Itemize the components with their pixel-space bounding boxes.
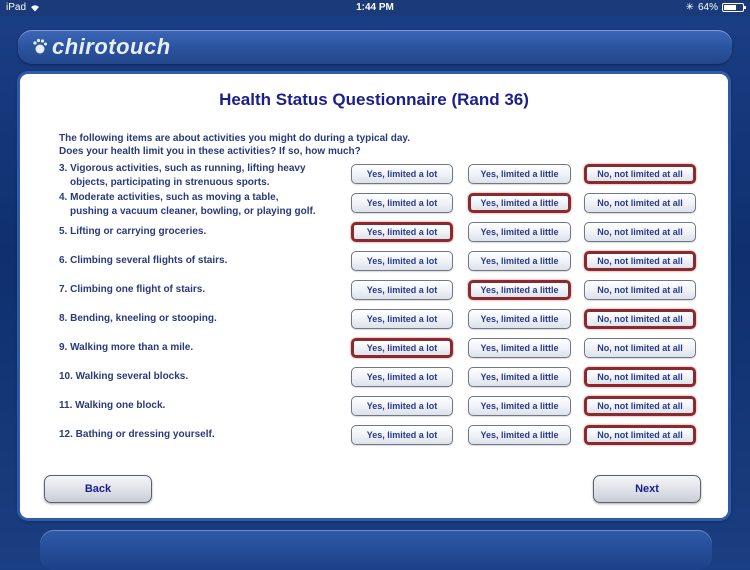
answer-option-limited-a-lot[interactable]: Yes, limited a lot <box>351 164 453 184</box>
answer-option-not-limited[interactable]: No, not limited at all <box>584 425 696 445</box>
question-text-line-1: 3. Vigorous activities, such as running, lifting heavy <box>59 163 306 174</box>
answer-option-limited-a-lot[interactable]: Yes, limited a lot <box>351 309 453 329</box>
clock: 1:44 PM <box>356 2 394 13</box>
question-text-line-1: 4. Moderate activities, such as moving a table, <box>59 192 279 203</box>
next-button[interactable]: Next <box>593 475 701 503</box>
question-text-line-1: 8. Bending, kneeling or stooping. <box>59 313 217 324</box>
question-text-line-2: objects, participating in strenuous sports. <box>70 177 270 188</box>
answer-option-not-limited[interactable]: No, not limited at all <box>584 338 696 358</box>
page-title: Health Status Questionnaire (Rand 36) <box>219 90 529 109</box>
brand-name: chirotouch <box>52 34 171 59</box>
back-button[interactable]: Back <box>44 475 152 503</box>
answer-option-limited-a-little[interactable]: Yes, limited a little <box>468 338 571 358</box>
questionnaire-panel <box>20 74 728 518</box>
answer-option-limited-a-little[interactable]: Yes, limited a little <box>468 251 571 271</box>
answer-option-limited-a-lot[interactable]: Yes, limited a lot <box>351 396 453 416</box>
answer-option-limited-a-lot[interactable]: Yes, limited a lot <box>351 193 453 213</box>
bluetooth-icon: ✳ <box>685 2 694 13</box>
question-label <box>59 283 359 297</box>
question-label <box>59 191 359 219</box>
intro-text <box>59 132 410 158</box>
question-text-line-1: 6. Climbing several flights of stairs. <box>59 255 228 266</box>
battery-icon <box>722 3 744 12</box>
answer-option-limited-a-lot[interactable]: Yes, limited a lot <box>351 280 453 300</box>
header-bar <box>18 30 732 64</box>
intro-line-1: The following items are about activities you might do during a typical day. <box>59 133 410 144</box>
answer-option-not-limited[interactable]: No, not limited at all <box>584 164 696 184</box>
answer-option-limited-a-lot[interactable]: Yes, limited a lot <box>351 222 453 242</box>
answer-option-limited-a-little[interactable]: Yes, limited a little <box>468 193 571 213</box>
answer-option-not-limited[interactable]: No, not limited at all <box>584 396 696 416</box>
answer-option-not-limited[interactable]: No, not limited at all <box>584 193 696 213</box>
answer-option-limited-a-little[interactable]: Yes, limited a little <box>468 425 571 445</box>
answer-option-limited-a-little[interactable]: Yes, limited a little <box>468 280 571 300</box>
question-text-line-1: 12. Bathing or dressing yourself. <box>59 429 215 440</box>
question-text-line-1: 9. Walking more than a mile. <box>59 342 194 353</box>
answer-option-not-limited[interactable]: No, not limited at all <box>584 309 696 329</box>
answer-option-limited-a-little[interactable]: Yes, limited a little <box>468 164 571 184</box>
question-text-line-1: 11. Walking one block. <box>59 400 166 411</box>
hand-logo-icon <box>32 38 48 56</box>
question-label <box>59 370 359 384</box>
answer-option-limited-a-lot[interactable]: Yes, limited a lot <box>351 425 453 445</box>
answer-option-not-limited[interactable]: No, not limited at all <box>584 222 696 242</box>
answer-option-limited-a-little[interactable]: Yes, limited a little <box>468 367 571 387</box>
answer-option-not-limited[interactable]: No, not limited at all <box>584 251 696 271</box>
answer-option-limited-a-lot[interactable]: Yes, limited a lot <box>351 367 453 387</box>
question-text-line-1: 7. Climbing one flight of stairs. <box>59 284 206 295</box>
device-label: iPad <box>6 2 27 13</box>
answer-option-limited-a-lot[interactable]: Yes, limited a lot <box>351 338 453 358</box>
question-label <box>59 254 359 268</box>
answer-option-limited-a-lot[interactable]: Yes, limited a lot <box>351 251 453 271</box>
question-label <box>59 162 359 190</box>
question-label <box>59 312 359 326</box>
intro-line-2: Does your health limit you in these activities? If so, how much? <box>59 146 361 157</box>
question-label <box>59 341 359 355</box>
question-text-line-1: 5. Lifting or carrying groceries. <box>59 226 207 237</box>
answer-option-limited-a-little[interactable]: Yes, limited a little <box>468 396 571 416</box>
answer-option-limited-a-little[interactable]: Yes, limited a little <box>468 222 571 242</box>
question-label <box>59 399 359 413</box>
question-text-line-1: 10. Walking several blocks. <box>59 371 189 382</box>
answer-option-not-limited[interactable]: No, not limited at all <box>584 280 696 300</box>
answer-option-not-limited[interactable]: No, not limited at all <box>584 367 696 387</box>
answer-option-limited-a-little[interactable]: Yes, limited a little <box>468 309 571 329</box>
chirotouch-logo <box>32 34 171 60</box>
question-text-line-2: pushing a vacuum cleaner, bowling, or playing golf. <box>70 206 316 217</box>
status-bar <box>0 0 750 16</box>
footer-bar <box>40 530 712 570</box>
question-label <box>59 428 359 442</box>
question-label <box>59 225 359 239</box>
battery-percent: 64% <box>697 2 718 13</box>
